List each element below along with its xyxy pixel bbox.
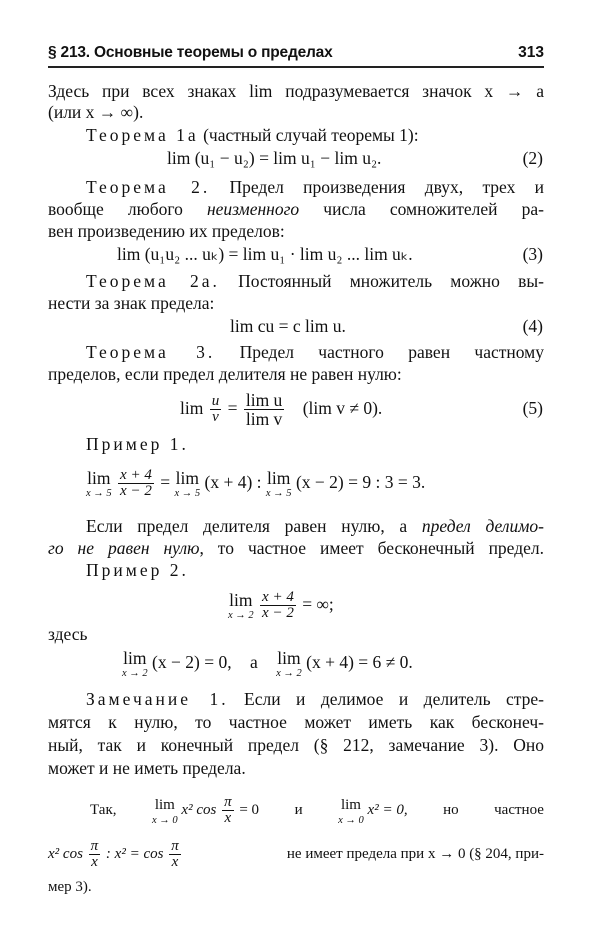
remark-1-line-1 bbox=[86, 688, 544, 710]
denominator: v bbox=[212, 409, 219, 426]
remark-zero-italic-2: го не равен нулю bbox=[48, 538, 200, 558]
denominator: x − 2 bbox=[262, 605, 294, 622]
remark-zero-italic-1: предел делимо- bbox=[421, 516, 544, 536]
example-1-part-2: (x − 2) = 9 : 3 = 3. bbox=[295, 472, 426, 492]
lim-word: lim bbox=[154, 797, 175, 814]
x2cos: x² cos bbox=[48, 846, 83, 862]
example-2-part-1: (x − 2) = 0, bbox=[152, 652, 232, 672]
intro-line-1: Здесь при всех знаках lim подразумевается значок x → a bbox=[48, 81, 544, 101]
lim-word: lim bbox=[175, 468, 199, 489]
theorem-2-text-2a: вообще любого bbox=[48, 199, 207, 219]
fraction-pi-over-x bbox=[222, 795, 234, 826]
note-text-2: не имеет предела при x → 0 (§ 204, при- bbox=[286, 846, 544, 862]
denominator: x bbox=[91, 854, 98, 871]
remark-zero-line-1 bbox=[86, 515, 544, 537]
remark-zero-line-2 bbox=[48, 537, 544, 559]
fraction-limits bbox=[244, 391, 284, 428]
lim-subscript: x → 2 bbox=[228, 610, 254, 622]
lim-subscript: x → 0 bbox=[338, 815, 364, 827]
note-line-1 bbox=[90, 790, 544, 830]
theorem-2-line-1 bbox=[86, 176, 544, 198]
formula-4: lim cu = c lim u. bbox=[230, 316, 346, 336]
division-x2-cos: : x² = cos bbox=[105, 846, 164, 862]
page-number: 313 bbox=[518, 44, 544, 61]
denominator: x − 2 bbox=[120, 483, 152, 500]
x2cos: x² cos bbox=[181, 802, 217, 818]
lim-subscript: x → 0 bbox=[152, 815, 178, 827]
theorem-2a-text-1: Постоянный множитель можно вы- bbox=[219, 271, 544, 291]
fraction-pi-over-x bbox=[169, 839, 181, 870]
formula-2-number: (2) bbox=[522, 148, 543, 168]
theorem-2-caption: Теорема 2. bbox=[86, 177, 211, 197]
note-and: и bbox=[294, 802, 303, 818]
fraction-x4-over-x2 bbox=[118, 468, 154, 499]
theorem-2-text-1: Предел произведения двух, трех и bbox=[210, 177, 545, 197]
lim-subscript: x → 2 bbox=[122, 668, 148, 680]
theorem-2-text-2b: числа сомножителей ра- bbox=[299, 199, 544, 219]
denominator: x bbox=[171, 854, 179, 871]
remark-1-line-2: мятся к нулю, то частное может иметь как бесконеч- bbox=[48, 712, 544, 732]
fraction-u-over-v bbox=[210, 394, 222, 425]
section-title: § 213. Основные теоремы о пределах bbox=[48, 44, 333, 61]
remark-1-line-3: ный, так и конечный предел (§ 212, замечание 3). Оно bbox=[48, 735, 544, 755]
numerator: u bbox=[211, 393, 220, 410]
limit-x-to-2 bbox=[276, 648, 302, 679]
limit-x-to-2 bbox=[122, 648, 148, 679]
theorem-2a-caption: Теорема 2а. bbox=[86, 271, 220, 291]
note-tak: Так, bbox=[90, 802, 117, 818]
remark-1-text-1: Если и делимое и делитель стре- bbox=[228, 689, 544, 709]
lim-word: lim bbox=[340, 797, 361, 814]
formula-5 bbox=[180, 388, 382, 428]
lim-subscript: x → 5 bbox=[174, 488, 201, 500]
theorem-2-line-3: вен произведению их пределов: bbox=[48, 221, 285, 241]
numerator: π bbox=[171, 838, 179, 855]
example-1-caption bbox=[86, 433, 189, 455]
lim-operator: lim bbox=[180, 398, 204, 418]
theorem-3-line-1 bbox=[86, 341, 544, 363]
fraction-x4-over-x2 bbox=[260, 590, 296, 621]
example-1-formula bbox=[86, 462, 425, 502]
denominator: x bbox=[224, 810, 232, 827]
limit-x-to-5 bbox=[86, 468, 112, 499]
theorem-1a-caption: Теорема 1а bbox=[86, 125, 199, 145]
lim-word: lim bbox=[123, 648, 147, 669]
numerator: π bbox=[90, 838, 99, 855]
example-2-label: Пример 2. bbox=[86, 560, 189, 580]
limit-x-to-0 bbox=[338, 795, 364, 826]
limit-x-to-5 bbox=[266, 468, 292, 499]
example-2-result: = ∞; bbox=[302, 594, 334, 614]
conjunction: а bbox=[249, 652, 258, 672]
lim-word: lim bbox=[267, 468, 291, 489]
remark-zero-text-1: Если предел делителя равен нулю, а bbox=[86, 516, 422, 536]
example-1-part-1: (x + 4) : bbox=[204, 472, 262, 492]
equals-sign: = bbox=[160, 472, 171, 492]
lim-subscript: x → 5 bbox=[86, 488, 112, 500]
theorem-2-italic: неизменного bbox=[206, 199, 300, 219]
note-formula-3 bbox=[48, 834, 183, 874]
intro-line-2: (или x → ∞). bbox=[48, 102, 144, 122]
theorem-2a-line-2: нести за знак предела: bbox=[48, 293, 215, 313]
theorem-1a-body: (частный случай теоремы 1): bbox=[198, 125, 419, 145]
remark-1-caption: Замечание 1. bbox=[86, 689, 229, 709]
formula-3: lim (u₁u₂ ... uₖ) = lim u₁ · lim u₂ ... lim uₖ. bbox=[117, 244, 413, 264]
condition: (lim v ≠ 0). bbox=[302, 398, 383, 418]
formula-4-number: (4) bbox=[522, 316, 543, 336]
lim-word: lim bbox=[277, 648, 301, 669]
formula-5-number: (5) bbox=[522, 398, 543, 418]
theorem-2a-line-1 bbox=[86, 270, 544, 292]
limit-x-to-5 bbox=[174, 468, 200, 499]
lim-subscript: x → 2 bbox=[276, 668, 302, 680]
lim-word: lim bbox=[87, 468, 111, 489]
theorem-2-line-2 bbox=[48, 198, 544, 220]
lim-word: lim bbox=[229, 590, 253, 611]
example-2-formula bbox=[228, 584, 334, 624]
numerator: lim u bbox=[245, 390, 283, 411]
x2-equals-zero: x² = 0, bbox=[367, 802, 408, 818]
limit-x-to-0 bbox=[152, 795, 178, 826]
numerator: x + 4 bbox=[120, 467, 152, 484]
denominator: lim v bbox=[245, 409, 283, 430]
example-2-part-2: (x + 4) = 6 ≠ 0. bbox=[306, 652, 413, 672]
example-2-limits bbox=[122, 642, 413, 682]
note-quotient: частное bbox=[494, 802, 544, 818]
formula-2: lim (u₁ − u₂) = lim u₁ − lim u₂. bbox=[167, 148, 382, 168]
lim-subscript: x → 5 bbox=[265, 488, 292, 500]
note-but: но bbox=[443, 802, 459, 818]
equals-sign: = bbox=[227, 398, 238, 418]
example-1-label: Пример 1. bbox=[86, 434, 189, 454]
note-line-3: мер 3). bbox=[48, 879, 92, 895]
running-header bbox=[48, 40, 544, 68]
theorem-3-text-1: Предел частного равен частному bbox=[215, 342, 544, 362]
note-line-2 bbox=[48, 834, 544, 874]
remark-zero-text-2: , то частное имеет бесконечный предел. bbox=[199, 538, 544, 558]
note-formula-1 bbox=[152, 790, 259, 830]
limit-x-to-2 bbox=[228, 590, 254, 621]
numerator: x + 4 bbox=[262, 589, 294, 606]
equals-zero: = 0 bbox=[239, 802, 260, 818]
theorem-1a-text bbox=[86, 124, 419, 146]
numerator: π bbox=[224, 794, 232, 811]
here-word: здесь bbox=[48, 624, 88, 644]
note-formula-2 bbox=[338, 790, 407, 830]
example-2-caption bbox=[86, 559, 189, 581]
formula-3-number: (3) bbox=[522, 244, 543, 264]
remark-1-line-4: может и не иметь предела. bbox=[48, 758, 246, 778]
theorem-3-caption: Теорема 3. bbox=[86, 342, 216, 362]
fraction-pi-over-x bbox=[89, 839, 101, 870]
theorem-3-line-2: пределов, если предел делителя не равен нулю: bbox=[48, 364, 402, 384]
